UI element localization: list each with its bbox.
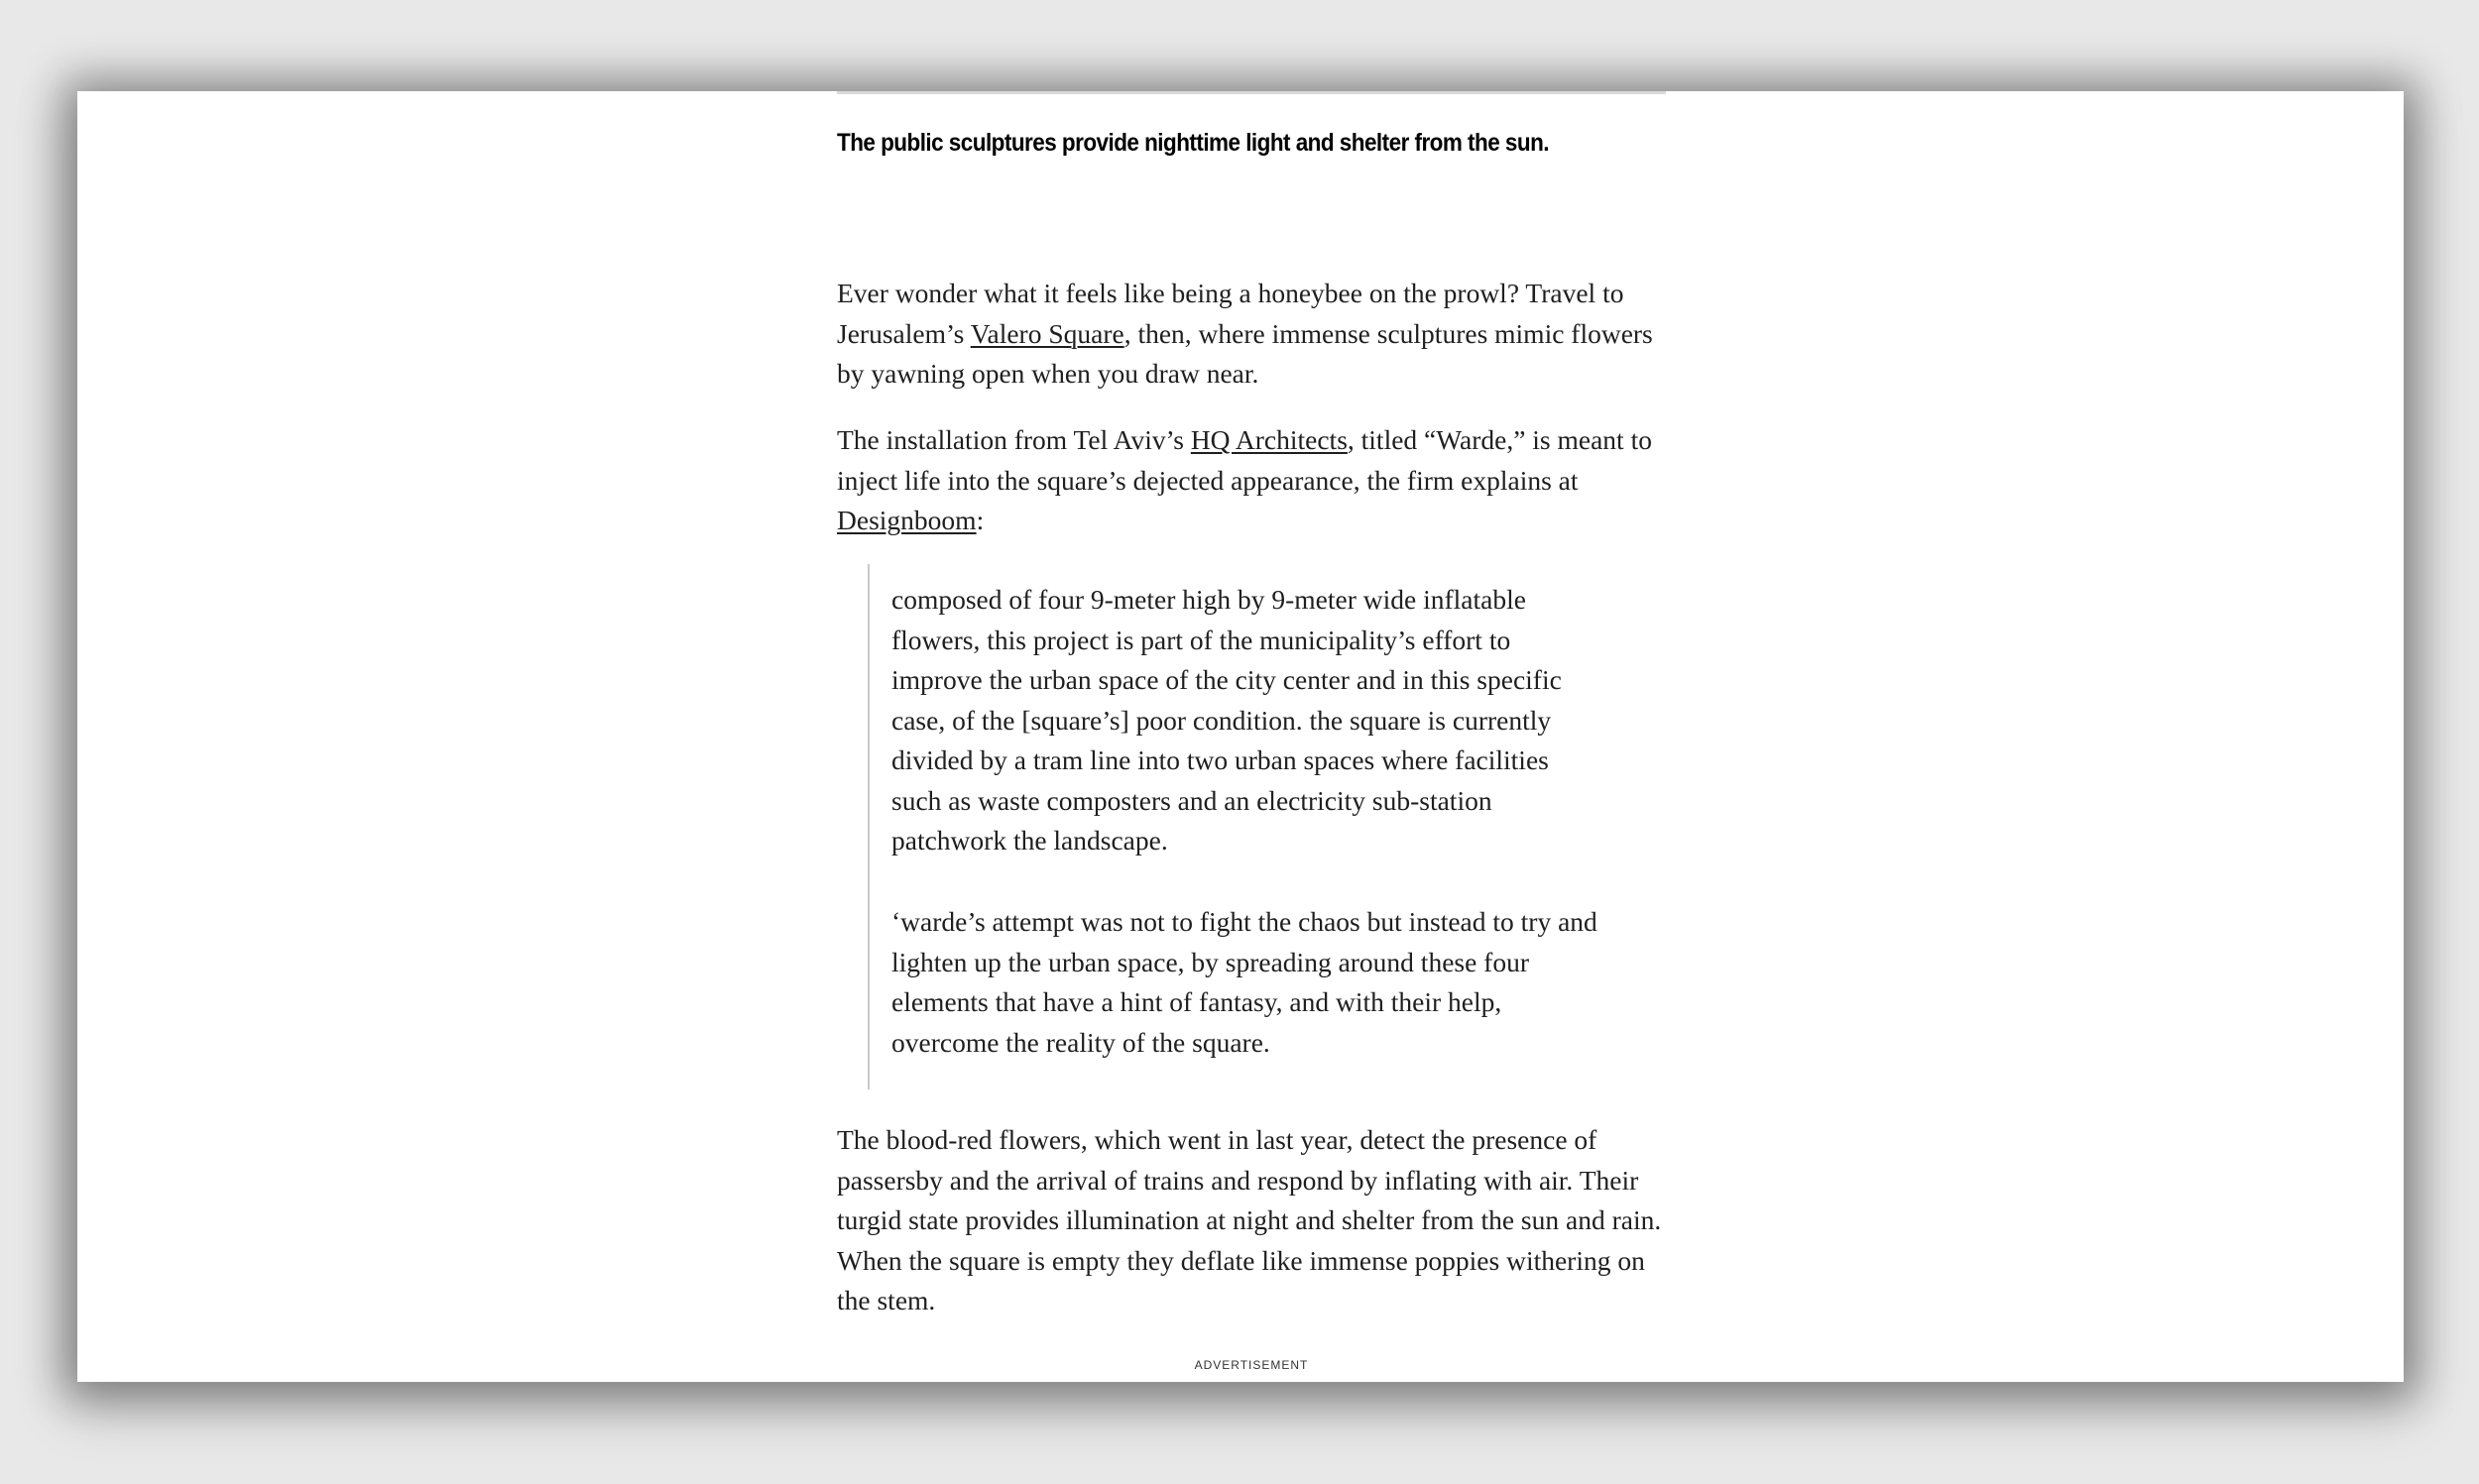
advertisement-label: ADVERTISEMENT	[1194, 1358, 1309, 1372]
image-bottom-divider	[837, 91, 1666, 94]
paragraph-intro	[837, 274, 1670, 395]
blockquote-paragraph-2: ‘warde’s attempt was not to fight the chaos but instead to try and lighten up the urban space, by spreading around these four elements that have a hint of fantasy, and with their help, overcome the reality of the square.	[891, 906, 1597, 1058]
blockquote	[868, 564, 1603, 1089]
article-page	[77, 91, 2404, 1382]
blockquote-paragraph-1: composed of four 9-meter high by 9-meter wide inflatable flowers, this project is part of the municipality’s effort to improve the urban space of the city center and in this specific case, of the [square’s] poor condition. the square is currently divided by a tram line into two urban spaces where facilities such as waste composters and an electricity sub-station patchwork the landscape.	[891, 584, 1562, 856]
paragraph-installation-text-1: The installation from Tel Aviv’s	[837, 424, 1191, 455]
hq-architects-link[interactable]: HQ Architects	[1190, 424, 1348, 455]
valero-square-link[interactable]: Valero Square	[970, 317, 1124, 349]
paragraph-installation-text-2: , titled “Warde,” is meant to inject life into the square’s dejected appearance, the firm explains at	[837, 424, 1652, 496]
paragraph-intro-text-1: Ever wonder what it feels like being a honeybee on the prowl? Travel to Jerusalem’s	[837, 278, 1624, 349]
paragraph-intro-text-2: , then, where immense sculptures mimic flowers by yawning open when you draw near.	[837, 317, 1653, 389]
paragraph-installation	[837, 420, 1670, 541]
image-caption: The public sculptures provide nighttime light and shelter from the sun.	[837, 129, 1549, 157]
designboom-link[interactable]: Designboom	[837, 505, 977, 535]
paragraph-installation-text-3: :	[976, 505, 985, 535]
paragraph-flowers: The blood-red flowers, which went in last year, detect the presence of passersby and the arrival of trains and respond by inflating with air. Their turgid state provides illumination at night and shelter from the sun and rain. When the square is empty they deflate like immense poppies withering on the stem.	[837, 1124, 1662, 1315]
